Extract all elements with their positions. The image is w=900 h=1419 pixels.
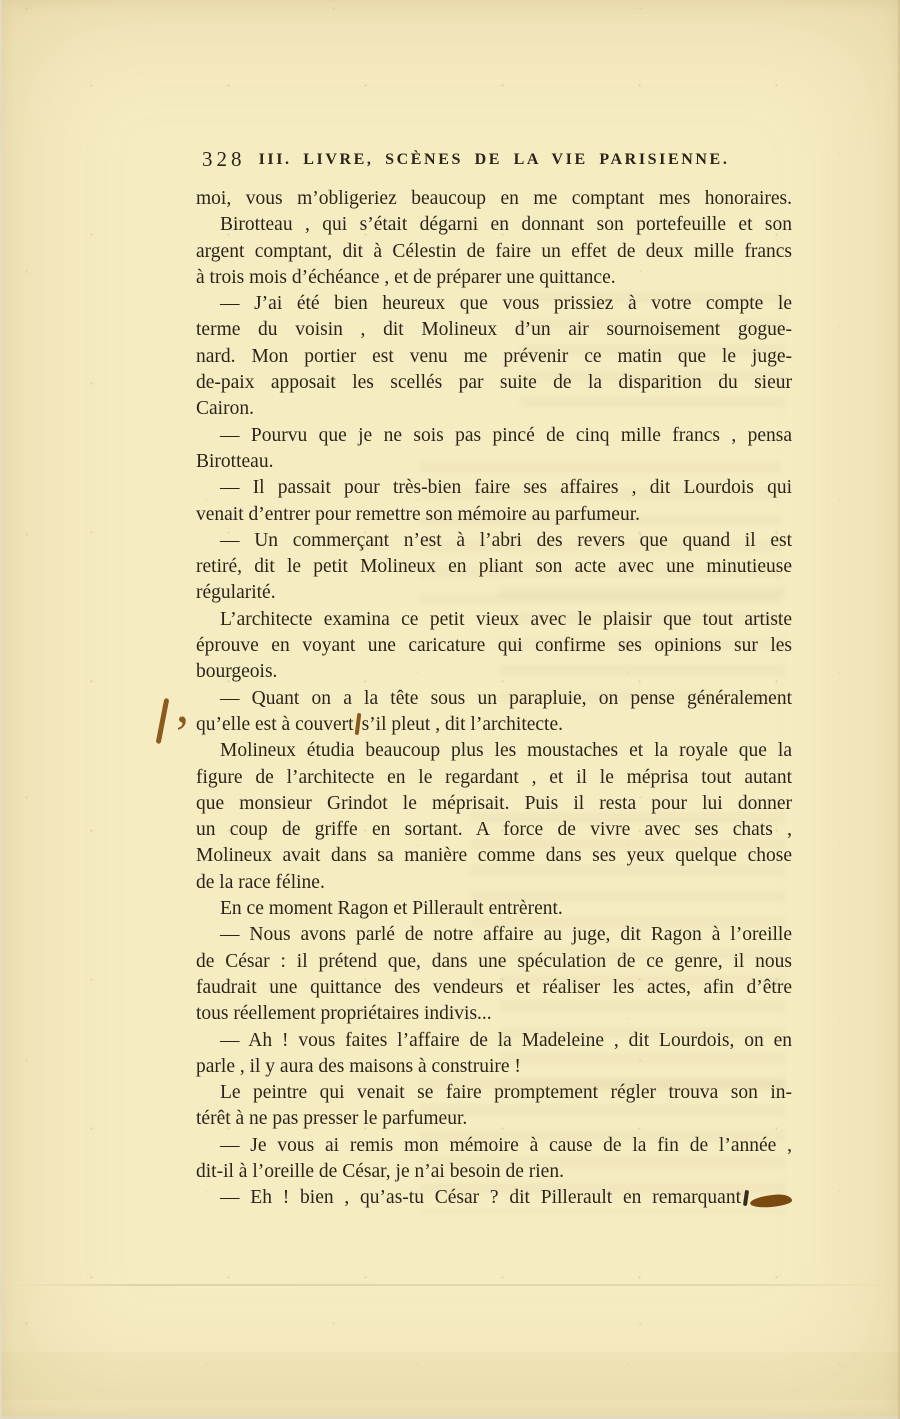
- text-line: En ce moment Ragon et Pillerault entrèrent.: [220, 898, 563, 920]
- text-line: de César : il prétend que, dans une spéculation de ce genre, il nous: [196, 950, 792, 972]
- text-line: — Il passait pour très-bien faire ses affaires , dit Lourdois qui: [220, 477, 792, 499]
- text-line: nard. Mon portier est venu me prévenir ce matin que le juge-: [196, 345, 792, 367]
- text-line: L’architecte examina ce petit vieux avec le plaisir que tout artiste: [220, 608, 792, 630]
- text-line: figure de l’architecte en le regardant , et il le méprisa tout autant: [196, 766, 792, 788]
- paragraph: [196, 1080, 792, 1133]
- text-line: — J’ai été bien heureux que vous prissiez à votre compte le: [220, 293, 792, 315]
- paragraph: [196, 607, 792, 686]
- text-line: dit-il à l’oreille de César, je n’ai besoin de rien.: [196, 1160, 564, 1182]
- page-number: 328: [202, 147, 246, 171]
- text-line: — Pourvu que je ne sois pas pincé de cinq mille francs , pensa: [220, 424, 792, 446]
- text-line: faudrait une quittance des vendeurs et réaliser les actes, afin d’être: [196, 976, 792, 998]
- handwritten-margin-slash: [156, 698, 170, 744]
- text-line: térêt à ne pas presser le parfumeur.: [196, 1108, 468, 1130]
- text-line: parle , il y aura des maisons à construire !: [196, 1055, 521, 1077]
- scan-edge: [0, 0, 2, 1419]
- paragraph: [196, 738, 792, 896]
- text-line: moi, vous m’obligeriez beaucoup en me comptant mes honoraires.: [196, 188, 792, 209]
- text-line: Cairon.: [196, 398, 254, 420]
- text-line: Le peintre qui venait se faire promptement régler trouva son in-: [220, 1082, 792, 1104]
- paragraph: [196, 475, 792, 528]
- text-line: — Nous avons parlé de notre affaire au juge, dit Ragon à l’oreille: [220, 924, 792, 946]
- text-line: — Ah ! vous faites l’affaire de la Madeleine , dit Lourdois, on en: [220, 1029, 792, 1051]
- text-line: un coup de griffe en sortant. A force de vivre avec ses chats ,: [196, 819, 792, 841]
- text-body: [196, 186, 792, 1212]
- text-line: — Quant on a la tête sous un parapluie, on pense généralement: [220, 687, 792, 709]
- text-line: régularité.: [196, 582, 276, 604]
- text-line: Molineux étudia beaucoup plus les moustaches et la royale que la: [220, 740, 792, 762]
- paper-shade-band: [0, 1352, 900, 1400]
- text-line: tous réellement propriétaires indivis...: [196, 1003, 492, 1025]
- ink-blot: [750, 1193, 792, 1209]
- paragraph: [196, 212, 792, 291]
- paragraph: [196, 896, 792, 922]
- stray-ink-stroke: [743, 1190, 749, 1206]
- text-line: — Un commerçant n’est à l’abri des revers que quand il est: [220, 529, 792, 551]
- running-header: III. LIVRE, SCÈNES DE LA VIE PARISIENNE.: [258, 151, 730, 168]
- paragraph: [196, 1185, 792, 1211]
- paragraph: [196, 1028, 792, 1081]
- handwritten-margin-comma: ,: [176, 677, 189, 734]
- text-line: — Eh ! bien , qu’as-tu César ? dit Pillerault en remarquant: [196, 1185, 792, 1211]
- paragraph: [196, 423, 792, 476]
- text-line: de-paix apposait les scellés par suite de la disparition du sieur: [196, 372, 792, 394]
- text-line: à trois mois d’échéance , et de préparer une quittance.: [196, 266, 616, 288]
- text-line: argent comptant, dit à Célestin de faire un effet de deux mille francs: [196, 240, 792, 262]
- paragraph: [196, 1133, 792, 1186]
- text-line: Molineux avait dans sa manière comme dans ses yeux quelque chose: [196, 845, 792, 867]
- text-line: que monsieur Grindot le méprisait. Puis il resta pour lui donner: [196, 792, 792, 814]
- text-line: venait d’entrer pour remettre son mémoire au parfumeur.: [196, 503, 640, 525]
- paragraph: [196, 186, 792, 212]
- text-line: Birotteau , qui s’était dégarni en donnant son portefeuille et son: [220, 214, 792, 236]
- text-line: de la race féline.: [196, 871, 325, 893]
- paper-crease: [8, 1284, 892, 1286]
- text-line: retiré, dit le petit Molineux en pliant son acte avec une minutieuse: [196, 556, 792, 578]
- paragraph: [196, 686, 792, 739]
- page-header: [196, 147, 792, 179]
- text-line: Birotteau.: [196, 450, 274, 472]
- text-line: — Je vous ai remis mon mémoire à cause de la fin de l’année ,: [220, 1134, 792, 1156]
- paragraph: [196, 922, 792, 1027]
- text-line: bourgeois.: [196, 661, 278, 683]
- paragraph: [196, 291, 792, 422]
- paragraph: [196, 528, 792, 607]
- text-line: terme du voisin , dit Molineux d’un air sournoisement gogue-: [196, 319, 792, 341]
- handwritten-caret-mark: [354, 713, 361, 735]
- text-line: qu’elle est à couvert s’il pleut , dit l’architecte.: [196, 713, 563, 735]
- text-line: éprouve en voyant une caricature qui confirme ses opinions sur les: [196, 635, 792, 657]
